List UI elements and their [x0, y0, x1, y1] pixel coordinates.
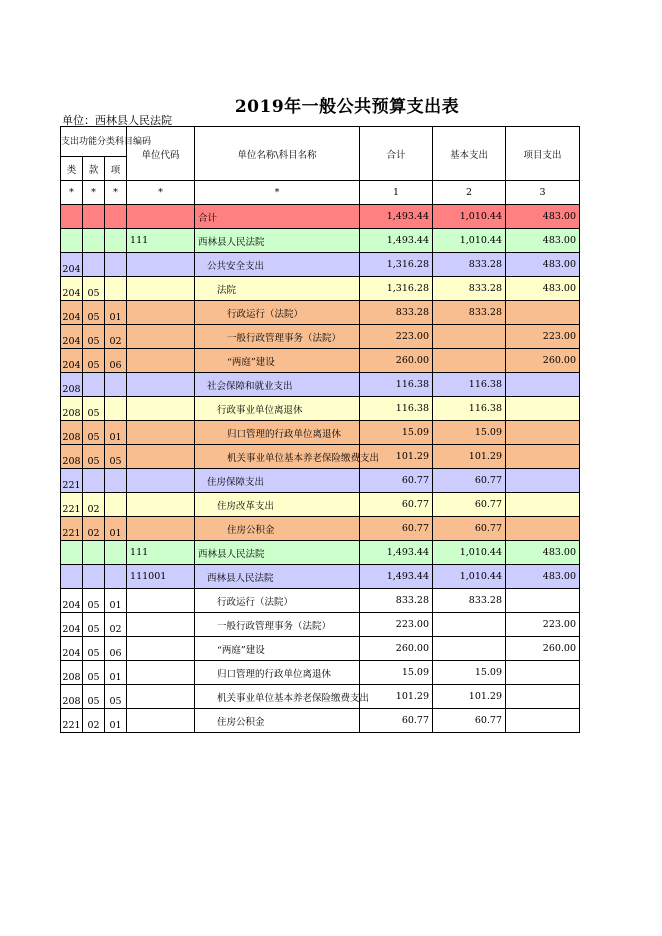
func-kuan-cell: 05: [83, 301, 105, 325]
unit-label: 单位：西林县人民法院: [62, 114, 172, 127]
marker-row: [61, 181, 580, 205]
basic-cell: 833.28: [433, 301, 506, 325]
total-cell: 260.00: [360, 637, 433, 661]
basic-cell: 15.09: [433, 421, 506, 445]
func-kuan-cell: 05: [83, 445, 105, 469]
basic-cell: 116.38: [433, 373, 506, 397]
total-cell: 60.77: [360, 517, 433, 541]
total-cell: 260.00: [360, 349, 433, 373]
func-xiang-cell: 01: [105, 517, 127, 541]
project-cell: [506, 493, 580, 517]
table-row: [61, 565, 580, 589]
unit-code-cell: [127, 205, 195, 229]
marker-cell: *: [127, 181, 195, 205]
basic-cell: 833.28: [433, 253, 506, 277]
func-xiang-cell: [105, 541, 127, 565]
header-unit-code: 单位代码: [127, 127, 195, 181]
unit-code-cell: 111001: [127, 565, 195, 589]
basic-cell: 1,010.44: [433, 205, 506, 229]
func-kuan-cell: 05: [83, 637, 105, 661]
unit-code-cell: [127, 493, 195, 517]
unit-name-cell: 行政运行（法院）: [195, 589, 360, 613]
func-kuan-cell: [83, 541, 105, 565]
unit-code-cell: 111: [127, 229, 195, 253]
project-cell: [506, 397, 580, 421]
func-lei-cell: 208: [61, 445, 83, 469]
unit-name-cell: “两庭”建设: [195, 637, 360, 661]
func-kuan-cell: [83, 253, 105, 277]
table-row: [61, 613, 580, 637]
total-cell: 60.77: [360, 493, 433, 517]
func-kuan-cell: 05: [83, 613, 105, 637]
func-kuan-cell: [83, 469, 105, 493]
func-kuan-cell: [83, 373, 105, 397]
project-cell: 483.00: [506, 229, 580, 253]
func-kuan-cell: 05: [83, 325, 105, 349]
table-row: [61, 373, 580, 397]
func-kuan-cell: 02: [83, 493, 105, 517]
project-cell: 483.00: [506, 541, 580, 565]
project-cell: 483.00: [506, 205, 580, 229]
marker-cell: *: [83, 181, 105, 205]
table-row: [61, 277, 580, 301]
unit-code-cell: [127, 637, 195, 661]
func-xiang-cell: [105, 229, 127, 253]
func-lei-cell: 221: [61, 469, 83, 493]
unit-name-cell: “两庭”建设: [195, 349, 360, 373]
total-cell: 223.00: [360, 325, 433, 349]
total-cell: 15.09: [360, 661, 433, 685]
unit-code-cell: [127, 277, 195, 301]
func-lei-cell: [61, 205, 83, 229]
func-lei-cell: 208: [61, 421, 83, 445]
unit-name-cell: 法院: [195, 277, 360, 301]
table-row: [61, 541, 580, 565]
table-row: [61, 229, 580, 253]
total-cell: 833.28: [360, 589, 433, 613]
func-xiang-cell: 02: [105, 613, 127, 637]
total-cell: 116.38: [360, 373, 433, 397]
unit-name-cell: 住房保障支出: [195, 469, 360, 493]
unit-code-cell: [127, 517, 195, 541]
project-cell: [506, 661, 580, 685]
unit-code-cell: [127, 613, 195, 637]
unit-code-cell: [127, 421, 195, 445]
basic-cell: 1,010.44: [433, 541, 506, 565]
basic-cell: 60.77: [433, 709, 506, 733]
func-kuan-cell: 05: [83, 349, 105, 373]
project-cell: 260.00: [506, 349, 580, 373]
func-lei-cell: 221: [61, 517, 83, 541]
func-kuan-cell: 05: [83, 661, 105, 685]
project-cell: [506, 517, 580, 541]
func-lei-cell: 204: [61, 613, 83, 637]
func-lei-cell: 204: [61, 349, 83, 373]
func-lei-cell: 208: [61, 397, 83, 421]
project-cell: 223.00: [506, 325, 580, 349]
basic-cell: 60.77: [433, 469, 506, 493]
func-lei-cell: 208: [61, 661, 83, 685]
func-lei-cell: 204: [61, 325, 83, 349]
basic-cell: 101.29: [433, 685, 506, 709]
basic-cell: 1,010.44: [433, 229, 506, 253]
total-cell: 1,493.44: [360, 205, 433, 229]
project-cell: [506, 373, 580, 397]
unit-name-cell: 行政运行（法院）: [195, 301, 360, 325]
func-lei-cell: 204: [61, 637, 83, 661]
table-row: [61, 589, 580, 613]
unit-code-cell: [127, 325, 195, 349]
func-xiang-cell: [105, 373, 127, 397]
header-total: 合计: [360, 127, 433, 181]
basic-cell: [433, 637, 506, 661]
func-xiang-cell: [105, 253, 127, 277]
func-kuan-cell: 05: [83, 589, 105, 613]
unit-name-cell: 住房改革支出: [195, 493, 360, 517]
unit-name-cell: 西林县人民法院: [195, 229, 360, 253]
func-lei-cell: 208: [61, 373, 83, 397]
total-cell: 1,493.44: [360, 565, 433, 589]
table-row: [61, 301, 580, 325]
total-cell: 101.29: [360, 685, 433, 709]
func-kuan-cell: [83, 205, 105, 229]
unit-code-cell: [127, 253, 195, 277]
basic-cell: 15.09: [433, 661, 506, 685]
unit-code-cell: [127, 445, 195, 469]
func-xiang-cell: [105, 277, 127, 301]
func-lei-cell: 208: [61, 685, 83, 709]
func-kuan-cell: [83, 229, 105, 253]
project-cell: [506, 709, 580, 733]
unit-name-cell: 一般行政管理事务（法院）: [195, 325, 360, 349]
func-xiang-cell: 06: [105, 349, 127, 373]
unit-code-cell: [127, 397, 195, 421]
basic-cell: 833.28: [433, 589, 506, 613]
header-kuan: 款: [83, 157, 105, 181]
marker-cell: *: [195, 181, 360, 205]
table-row: [61, 349, 580, 373]
project-cell: [506, 445, 580, 469]
func-xiang-cell: 01: [105, 301, 127, 325]
func-xiang-cell: 01: [105, 589, 127, 613]
func-kuan-cell: 02: [83, 709, 105, 733]
header-basic: 基本支出: [433, 127, 506, 181]
func-xiang-cell: [105, 565, 127, 589]
unit-name-cell: 归口管理的行政单位离退休: [195, 661, 360, 685]
func-xiang-cell: 02: [105, 325, 127, 349]
total-cell: 1,493.44: [360, 229, 433, 253]
unit-name-cell: 机关事业单位基本养老保险缴费支出: [195, 445, 360, 469]
marker-cell: 3: [506, 181, 580, 205]
func-xiang-cell: [105, 493, 127, 517]
table-row: [61, 253, 580, 277]
unit-name-cell: 机关事业单位基本养老保险缴费支出: [195, 685, 360, 709]
func-lei-cell: 221: [61, 709, 83, 733]
func-kuan-cell: 02: [83, 517, 105, 541]
header-lei: 类: [61, 157, 83, 181]
func-lei-cell: [61, 229, 83, 253]
unit-code-cell: [127, 301, 195, 325]
func-lei-cell: 204: [61, 277, 83, 301]
basic-cell: 101.29: [433, 445, 506, 469]
func-xiang-cell: 06: [105, 637, 127, 661]
func-xiang-cell: 01: [105, 661, 127, 685]
func-xiang-cell: [105, 397, 127, 421]
basic-cell: 60.77: [433, 493, 506, 517]
project-cell: [506, 469, 580, 493]
total-cell: 223.00: [360, 613, 433, 637]
func-lei-cell: 204: [61, 589, 83, 613]
func-xiang-cell: 01: [105, 709, 127, 733]
table-row: [61, 517, 580, 541]
basic-cell: [433, 325, 506, 349]
total-cell: 1,493.44: [360, 541, 433, 565]
unit-name-cell: 住房公积金: [195, 517, 360, 541]
marker-cell: 1: [360, 181, 433, 205]
marker-cell: 2: [433, 181, 506, 205]
func-kuan-cell: [83, 565, 105, 589]
unit-name-cell: 公共安全支出: [195, 253, 360, 277]
unit-code-cell: [127, 373, 195, 397]
marker-cell: *: [105, 181, 127, 205]
basic-cell: 116.38: [433, 397, 506, 421]
project-cell: 483.00: [506, 277, 580, 301]
marker-cell: *: [61, 181, 83, 205]
total-cell: 1,316.28: [360, 277, 433, 301]
func-kuan-cell: 05: [83, 421, 105, 445]
basic-cell: 1,010.44: [433, 565, 506, 589]
func-xiang-cell: 05: [105, 445, 127, 469]
table-row: [61, 661, 580, 685]
total-cell: 60.77: [360, 709, 433, 733]
func-lei-cell: [61, 565, 83, 589]
basic-cell: 60.77: [433, 517, 506, 541]
header-project: 项目支出: [506, 127, 580, 181]
table-row: [61, 493, 580, 517]
unit-code-cell: [127, 349, 195, 373]
project-cell: [506, 301, 580, 325]
func-kuan-cell: 05: [83, 685, 105, 709]
project-cell: 260.00: [506, 637, 580, 661]
unit-name-cell: 西林县人民法院: [195, 541, 360, 565]
total-cell: 116.38: [360, 397, 433, 421]
unit-name-cell: 西林县人民法院: [195, 565, 360, 589]
func-lei-cell: 204: [61, 301, 83, 325]
table-row: [61, 421, 580, 445]
unit-name-cell: 归口管理的行政单位离退休: [195, 421, 360, 445]
unit-name-cell: 一般行政管理事务（法院）: [195, 613, 360, 637]
table-row: [61, 445, 580, 469]
total-cell: 15.09: [360, 421, 433, 445]
header-func-class: 支出功能分类科目编码: [61, 127, 127, 157]
func-xiang-cell: 05: [105, 685, 127, 709]
project-cell: [506, 685, 580, 709]
budget-table: [60, 126, 580, 733]
unit-name-cell: 合计: [195, 205, 360, 229]
unit-name-cell: 行政事业单位离退休: [195, 397, 360, 421]
project-cell: 483.00: [506, 253, 580, 277]
unit-code-cell: [127, 709, 195, 733]
table-row: [61, 325, 580, 349]
page-title-text: 2019年一般公共预算支出表: [234, 97, 460, 117]
table-row: [61, 397, 580, 421]
func-lei-cell: 221: [61, 493, 83, 517]
total-cell: 101.29: [360, 445, 433, 469]
table-row: [61, 637, 580, 661]
table-row: [61, 709, 580, 733]
unit-name-cell: 住房公积金: [195, 709, 360, 733]
project-cell: 223.00: [506, 613, 580, 637]
func-kuan-cell: 05: [83, 277, 105, 301]
total-cell: 833.28: [360, 301, 433, 325]
unit-name-cell: 社会保障和就业支出: [195, 373, 360, 397]
unit-code-cell: [127, 589, 195, 613]
basic-cell: [433, 349, 506, 373]
func-xiang-cell: [105, 469, 127, 493]
func-xiang-cell: [105, 205, 127, 229]
func-lei-cell: [61, 541, 83, 565]
project-cell: [506, 421, 580, 445]
total-cell: 1,316.28: [360, 253, 433, 277]
basic-cell: 833.28: [433, 277, 506, 301]
unit-code-cell: [127, 685, 195, 709]
header-unit-name: 单位名称\科目名称: [195, 127, 360, 181]
header-xiang: 项: [105, 157, 127, 181]
basic-cell: [433, 613, 506, 637]
table-row: [61, 685, 580, 709]
unit-code-cell: [127, 661, 195, 685]
func-xiang-cell: 01: [105, 421, 127, 445]
project-cell: [506, 589, 580, 613]
table-row: [61, 205, 580, 229]
unit-code-cell: 111: [127, 541, 195, 565]
unit-code-cell: [127, 469, 195, 493]
func-lei-cell: 204: [61, 253, 83, 277]
project-cell: 483.00: [506, 565, 580, 589]
func-kuan-cell: 05: [83, 397, 105, 421]
total-cell: 60.77: [360, 469, 433, 493]
table-row: [61, 469, 580, 493]
